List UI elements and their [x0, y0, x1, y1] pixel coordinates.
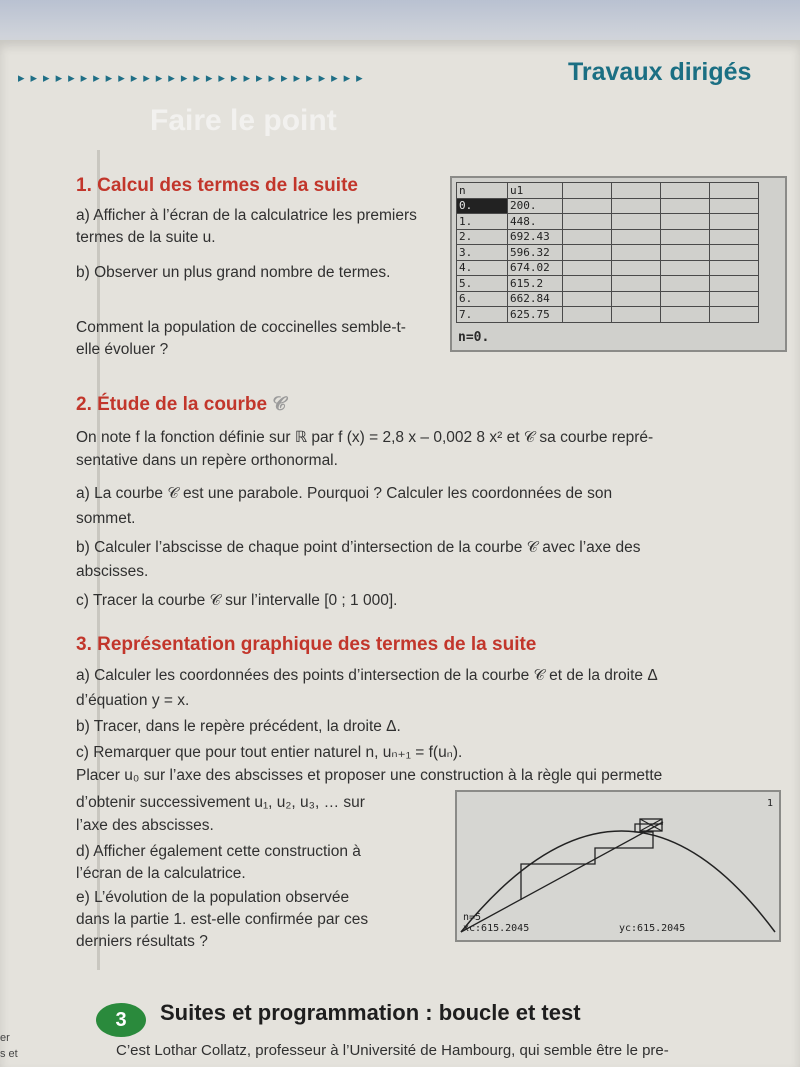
row-n: 0. [457, 198, 508, 214]
section-3-c2: Placer u₀ sur l’axe des abscisses et proposer une construction à la règle qui permette [76, 767, 663, 784]
section-1-b: b) Observer un plus grand nombre de termes. [76, 264, 391, 281]
section-2-title: 2. Étude de la courbe 𝒞 [76, 394, 287, 415]
section-2-b-2: abscisses. [76, 563, 149, 580]
section-2-c: c) Tracer la courbe 𝒞 sur l’intervalle [0 ; 1 000]. [76, 592, 398, 609]
calculator-table-screen [450, 176, 787, 352]
graph-corner-label: 1 [767, 798, 774, 809]
graph-n-readout: n=5 [463, 912, 482, 923]
row-u: 596.32 [508, 245, 563, 261]
section-3-b: b) Tracer, dans le repère précédent, la droite Δ. [76, 718, 401, 735]
row-u: 615.2 [508, 276, 563, 292]
section-3-e-1: e) L’évolution de la population observée [76, 889, 350, 906]
header-n: n [457, 183, 508, 199]
header-u1: u1 [508, 183, 563, 199]
margin-fragment-1: er [0, 1032, 10, 1044]
row-u: 200. [508, 198, 563, 214]
section-3-e-3: derniers résultats ? [76, 933, 208, 950]
section-2-a-2: sommet. [76, 510, 136, 527]
page-header-title: Travaux dirigés [568, 58, 752, 86]
row-n: 4. [457, 260, 508, 276]
section-3-c4: l’axe des abscisses. [76, 817, 214, 834]
section-3-a-2: d’équation y = x. [76, 692, 190, 709]
section-3-title: 3. Représentation graphique des termes de la suite [76, 634, 537, 655]
graph-y-readout: yc:615.2045 [619, 923, 686, 934]
section-3-e-2: dans la partie 1. est-elle confirmée par ces [76, 911, 369, 928]
cobweb-plot [457, 792, 779, 940]
decorative-arrows: ▸▸▸▸▸▸▸▸▸▸▸▸▸▸▸▸▸▸▸▸▸▸▸▸▸▸▸▸ [18, 70, 369, 85]
row-u: 625.75 [508, 307, 563, 323]
section-2-a-1: a) La courbe 𝒞 est une parabole. Pourquoi ? Calculer les coordonnées de son [76, 485, 613, 502]
margin-fragment-2: s et [0, 1048, 18, 1060]
section-2-intro-2: sentative dans un repère orthonormal. [76, 452, 338, 469]
curve-symbol: 𝒞 [272, 394, 287, 415]
bottom-section-text: C’est Lothar Collatz, professeur à l’Université de Hambourg, qui semble être le pre- [116, 1042, 669, 1059]
calculator-status: n=0. [458, 330, 490, 345]
section-3-d-1: d) Afficher également cette construction à [76, 843, 361, 860]
section-1-title: 1. Calcul des termes de la suite [76, 175, 358, 196]
row-u: 674.02 [508, 260, 563, 276]
row-n: 7. [457, 307, 508, 323]
row-n: 1. [457, 214, 508, 230]
row-n: 3. [457, 245, 508, 261]
row-u: 692.43 [508, 229, 563, 245]
row-n: 6. [457, 291, 508, 307]
calculator-graph-screen [455, 790, 781, 942]
graph-x-readout: xc:615.2045 [463, 923, 530, 934]
header-ghost-title: Faire le point [150, 104, 337, 137]
section-3-a-1: a) Calculer les coordonnées des points d’intersection de la courbe 𝒞 et de la droite Δ [76, 667, 658, 684]
cobweb-path [521, 824, 663, 900]
section-number-badge: 3 [96, 1003, 146, 1037]
bottom-section-title: Suites et programmation : boucle et test [160, 1000, 581, 1025]
section-3-d-2: l’écran de la calculatrice. [76, 865, 246, 882]
section-3-c: c) Remarquer que pour tout entier naturel n, uₙ₊₁ = f(uₙ). [76, 744, 463, 761]
row-u: 448. [508, 214, 563, 230]
sequence-table [456, 182, 759, 323]
section-1-question: Comment la population de coccinelles semble-t-elle évoluer ? [76, 319, 406, 358]
section-1-a: a) Afficher à l’écran de la calculatrice les premiers termes de la suite u. [76, 207, 417, 246]
identity-line [461, 822, 663, 932]
section-2-b-1: b) Calculer l’abscisse de chaque point d’intersection de la courbe 𝒞 avec l’axe des [76, 539, 641, 556]
row-u: 662.84 [508, 291, 563, 307]
row-n: 2. [457, 229, 508, 245]
row-n: 5. [457, 276, 508, 292]
section-3-c3: d’obtenir successivement u₁, u₂, u₃, … sur [76, 794, 365, 811]
section-2-intro-1: On note f la fonction définie sur ℝ par f (x) = 2,8 x – 0,002 8 x² et 𝒞 sa courbe repré- [76, 429, 654, 446]
